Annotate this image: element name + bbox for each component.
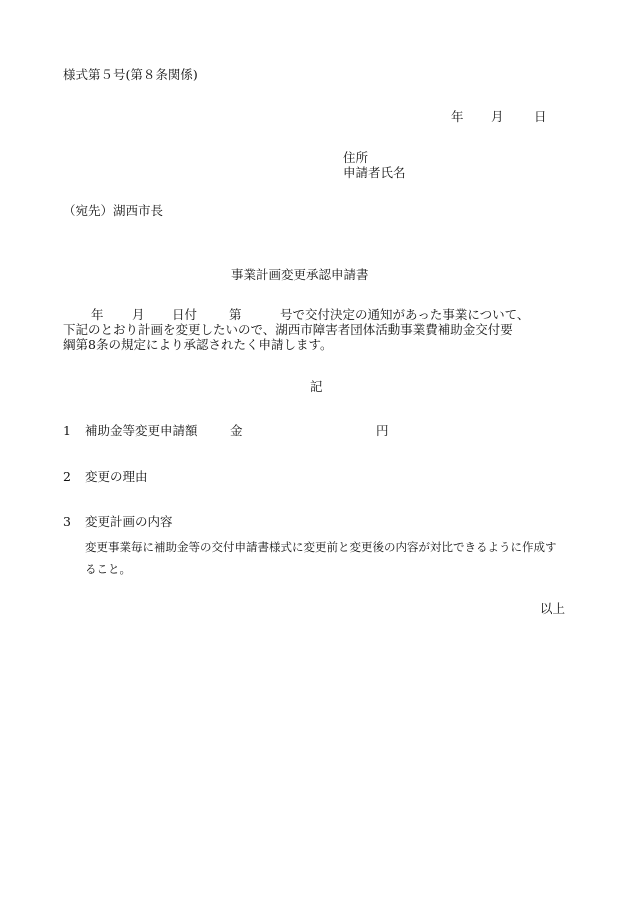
body-month: 月 xyxy=(132,307,145,322)
addressee: （宛先）湖西市長 xyxy=(63,203,164,218)
body-line-1 xyxy=(63,307,563,322)
applicant-block xyxy=(343,150,406,180)
date-month-label: 月 xyxy=(491,109,504,124)
body-day: 日付 xyxy=(172,307,198,322)
note-line-2: ること。 xyxy=(85,562,131,576)
amount-prefix: 金 xyxy=(230,423,243,438)
body-paragraph xyxy=(63,307,563,352)
closing-mark: 以上 xyxy=(540,601,566,616)
item-1-number: 1 xyxy=(63,423,71,438)
item-3-label: 変更計画の内容 xyxy=(85,514,173,529)
item-1 xyxy=(63,424,389,438)
body-line-1-rest: 号で交付決定の通知があった事業について、 xyxy=(280,307,530,322)
ki-heading: 記 xyxy=(310,379,323,394)
item-3 xyxy=(63,515,173,529)
date-day-label: 日 xyxy=(534,109,547,124)
item-2 xyxy=(63,470,148,484)
amount-suffix: 円 xyxy=(376,423,389,438)
form-number: 様式第５号(第８条関係) xyxy=(63,67,198,82)
body-line-3: 綱第8条の規定により承認されたく申請します。 xyxy=(63,337,333,352)
item-3-number: 3 xyxy=(63,514,71,529)
item-3-note xyxy=(85,536,565,580)
body-line-2: 下記のとおり計画を変更したいので、湖西市障害者団体活動事業費補助金交付要 xyxy=(63,322,513,337)
date-line xyxy=(451,110,547,124)
address-label: 住所 xyxy=(343,150,369,165)
item-2-label: 変更の理由 xyxy=(85,469,148,484)
body-year: 年 xyxy=(91,307,104,322)
note-line-1: 変更事業毎に補助金等の交付申請書様式に変更前と変更後の内容が対比できるように作成す xyxy=(85,540,557,554)
item-2-number: 2 xyxy=(63,469,71,484)
applicant-name-label: 申請者氏名 xyxy=(343,165,406,180)
body-no: 第 xyxy=(229,307,242,322)
document-title: 事業計画変更承認申請書 xyxy=(231,267,369,282)
date-year-label: 年 xyxy=(451,109,464,124)
item-1-label: 補助金等変更申請額 xyxy=(85,423,198,438)
